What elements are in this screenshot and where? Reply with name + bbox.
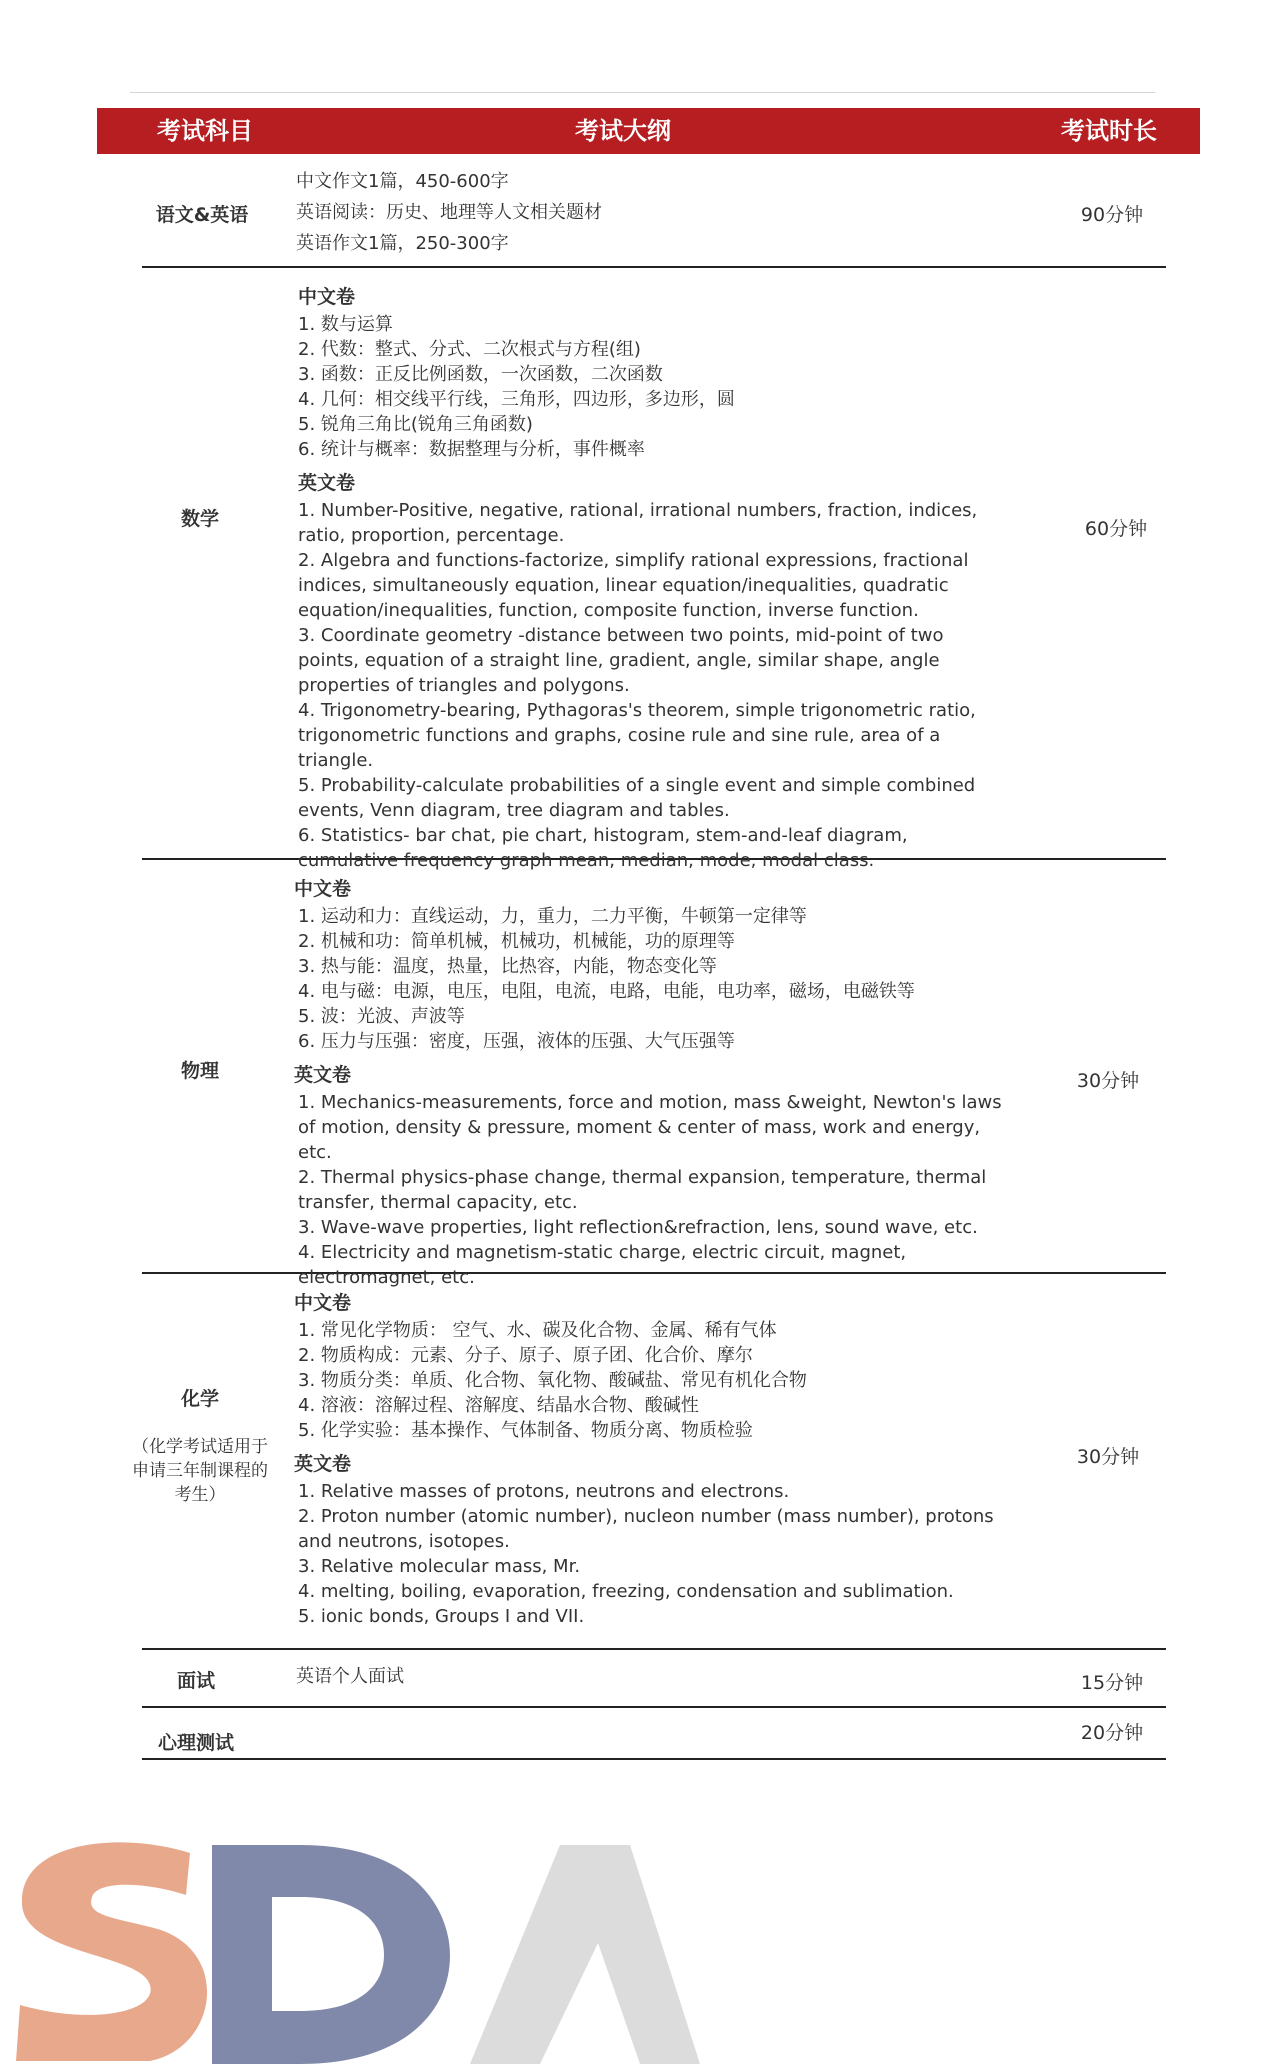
- english-paper-label: 英文卷: [294, 1453, 352, 1475]
- chinese-paper-label: 中文卷: [294, 878, 352, 900]
- list-item: 5. 波：光波、声波等: [298, 1006, 465, 1027]
- row-physics: [142, 860, 1166, 1288]
- list-item: 6. Statistics- bar chat, pie chart, histogram, stem-and-leaf diagram, cumulative frequency graph mean, median, mode, modal class.: [298, 825, 908, 871]
- list-item: 3. Coordinate geometry -distance between two points, mid-point of two points, equation of a straight line, gradient, angle, similar shape, angle properties of triangles and polygons.: [298, 625, 944, 696]
- list-item: 1. Relative masses of protons, neutrons and electrons.: [298, 1481, 790, 1502]
- list-item: 1. Mechanics-measurements, force and motion, mass &weight, Newton's laws of motion, density & pressure, moment & center of mass, work and energy, etc.: [298, 1092, 1002, 1163]
- list-item: 1. 运动和力：直线运动，力，重力，二力平衡，牛顿第一定律等: [298, 906, 807, 927]
- list-item: 6. 压力与压强：密度，压强，液体的压强、大气压强等: [298, 1031, 735, 1052]
- logo-letter-d: [212, 1845, 450, 2064]
- english-items: [294, 1479, 1014, 1629]
- list-item: 4. 溶液：溶解过程、溶解度、结晶水合物、酸碱性: [298, 1395, 699, 1416]
- outline-line: 英语个人面试: [296, 1666, 404, 1687]
- row-duration: 20分钟: [1080, 1722, 1144, 1744]
- row-duration: 30分钟: [1076, 1070, 1140, 1092]
- row-duration: 15分钟: [1080, 1672, 1144, 1694]
- list-item: 4. 几何：相交线平行线，三角形，四边形，多边形，圆: [298, 389, 735, 410]
- list-item: 6. 统计与概率：数据整理与分析，事件概率: [298, 439, 645, 460]
- row-subject: 心理测试: [157, 1732, 234, 1754]
- row-duration: 90分钟: [1080, 204, 1144, 226]
- subject-note: （化学考试适用于申请三年制课程的考生）: [132, 1437, 268, 1505]
- sda-logo-graphic: [0, 1835, 700, 2064]
- list-item: 1. Number-Positive, negative, rational, irrational numbers, fraction, indices, ratio, proportion, percentage.: [298, 500, 978, 546]
- row-interview: [142, 1650, 1166, 1708]
- header-duration: 考试时长: [1061, 117, 1157, 145]
- list-item: 2. Proton number (atomic number), nucleon number (mass number), protons and neutrons, isotopes.: [298, 1506, 994, 1552]
- english-items: [298, 498, 998, 873]
- logo-letter-s: [16, 1842, 207, 2061]
- row-chemistry: [132, 1274, 1166, 1650]
- row-outline: [298, 282, 998, 873]
- outline-line: 英语阅读：历史、地理等人文相关题材: [296, 202, 602, 223]
- logo-letter-a: [470, 1845, 700, 2064]
- table-header: [97, 108, 1200, 154]
- chinese-items: [298, 312, 998, 462]
- list-item: 3. 热与能：温度，热量，比热容，内能，物态变化等: [298, 956, 717, 977]
- row-subject: 物理: [180, 1060, 219, 1082]
- list-item: 4. Trigonometry-bearing, Pythagoras's theorem, simple trigonometric ratio, trigonometric functions and graphs, cosine rule and sine rule, area of a triangle.: [298, 700, 976, 771]
- english-paper-label: 英文卷: [294, 1064, 352, 1086]
- list-item: 5. 锐角三角比(锐角三角函数): [298, 414, 533, 435]
- list-item: 2. 机械和功：简单机械，机械功，机械能，功的原理等: [298, 931, 735, 952]
- header-outline: 考试大纲: [575, 117, 671, 145]
- outline-line: 英语作文1篇，250-300字: [296, 233, 509, 254]
- list-item: 1. 常见化学物质： 空气、水、碳及化合物、金属、稀有气体: [298, 1320, 777, 1341]
- top-divider: [130, 92, 1155, 93]
- list-item: 3. Relative molecular mass, Mr.: [298, 1556, 581, 1577]
- row-subject: 面试: [176, 1670, 215, 1692]
- row-outline: [294, 1288, 1014, 1629]
- list-item: 5. 化学实验：基本操作、气体制备、物质分离、物质检验: [298, 1420, 753, 1441]
- list-item: 2. 代数：整式、分式、二次根式与方程(组): [298, 339, 641, 360]
- row-subject: [130, 1384, 270, 1507]
- chinese-items: [294, 1318, 1014, 1443]
- row-outline: [296, 166, 996, 259]
- list-item: 3. Wave-wave properties, light reflection&refraction, lens, sound wave, etc.: [298, 1217, 978, 1238]
- list-item: 4. melting, boiling, evaporation, freezing, condensation and sublimation.: [298, 1581, 954, 1602]
- english-paper-label: 英文卷: [298, 472, 356, 494]
- chinese-paper-label: 中文卷: [294, 1292, 352, 1314]
- subject-name: 化学: [180, 1388, 219, 1410]
- row-duration: 60分钟: [1084, 518, 1148, 540]
- row-psych-test: [142, 1708, 1166, 1760]
- chinese-items: [294, 904, 1014, 1054]
- chinese-paper-label: 中文卷: [298, 286, 356, 308]
- english-items: [294, 1090, 1014, 1290]
- list-item: 1. 数与运算: [298, 314, 393, 335]
- list-item: 2. 物质构成：元素、分子、原子、原子团、化合价、摩尔: [298, 1345, 753, 1366]
- row-subject: 数学: [180, 508, 219, 530]
- row-math: [142, 268, 1166, 871]
- header-subject: 考试科目: [157, 117, 253, 145]
- list-item: 5. Probability-calculate probabilities of a single event and simple combined events, Venn diagram, tree diagram and tables.: [298, 775, 976, 821]
- sda-logo: [0, 1835, 700, 2064]
- row-subject: 语文&英语: [155, 204, 249, 226]
- row-duration: 30分钟: [1076, 1446, 1140, 1468]
- list-item: 4. 电与磁：电源，电压，电阻，电流，电路，电能，电功率，磁场，电磁铁等: [298, 981, 915, 1002]
- list-item: 4. Electricity and magnetism-static charge, electric circuit, magnet, electromagnet, etc.: [298, 1242, 907, 1288]
- outline-line: 中文作文1篇，450-600字: [296, 171, 509, 192]
- list-item: 5. ionic bonds, Groups I and VII.: [298, 1606, 585, 1627]
- list-item: 2. Algebra and functions-factorize, simplify rational expressions, fractional indices, simultaneously equation, linear equation/inequalities, quadratic equation/inequalities, function, composite function, inverse function.: [298, 550, 969, 621]
- list-item: 3. 函数：正反比例函数，一次函数，二次函数: [298, 364, 663, 385]
- row-outline: [294, 874, 1014, 1290]
- list-item: 3. 物质分类：单质、化合物、氧化物、酸碱盐、常见有机化合物: [298, 1370, 807, 1391]
- list-item: 2. Thermal physics-phase change, thermal expansion, temperature, thermal transfer, thermal capacity, etc.: [298, 1167, 987, 1213]
- row-chinese-english: [142, 156, 1166, 268]
- row-outline: [296, 1664, 896, 1689]
